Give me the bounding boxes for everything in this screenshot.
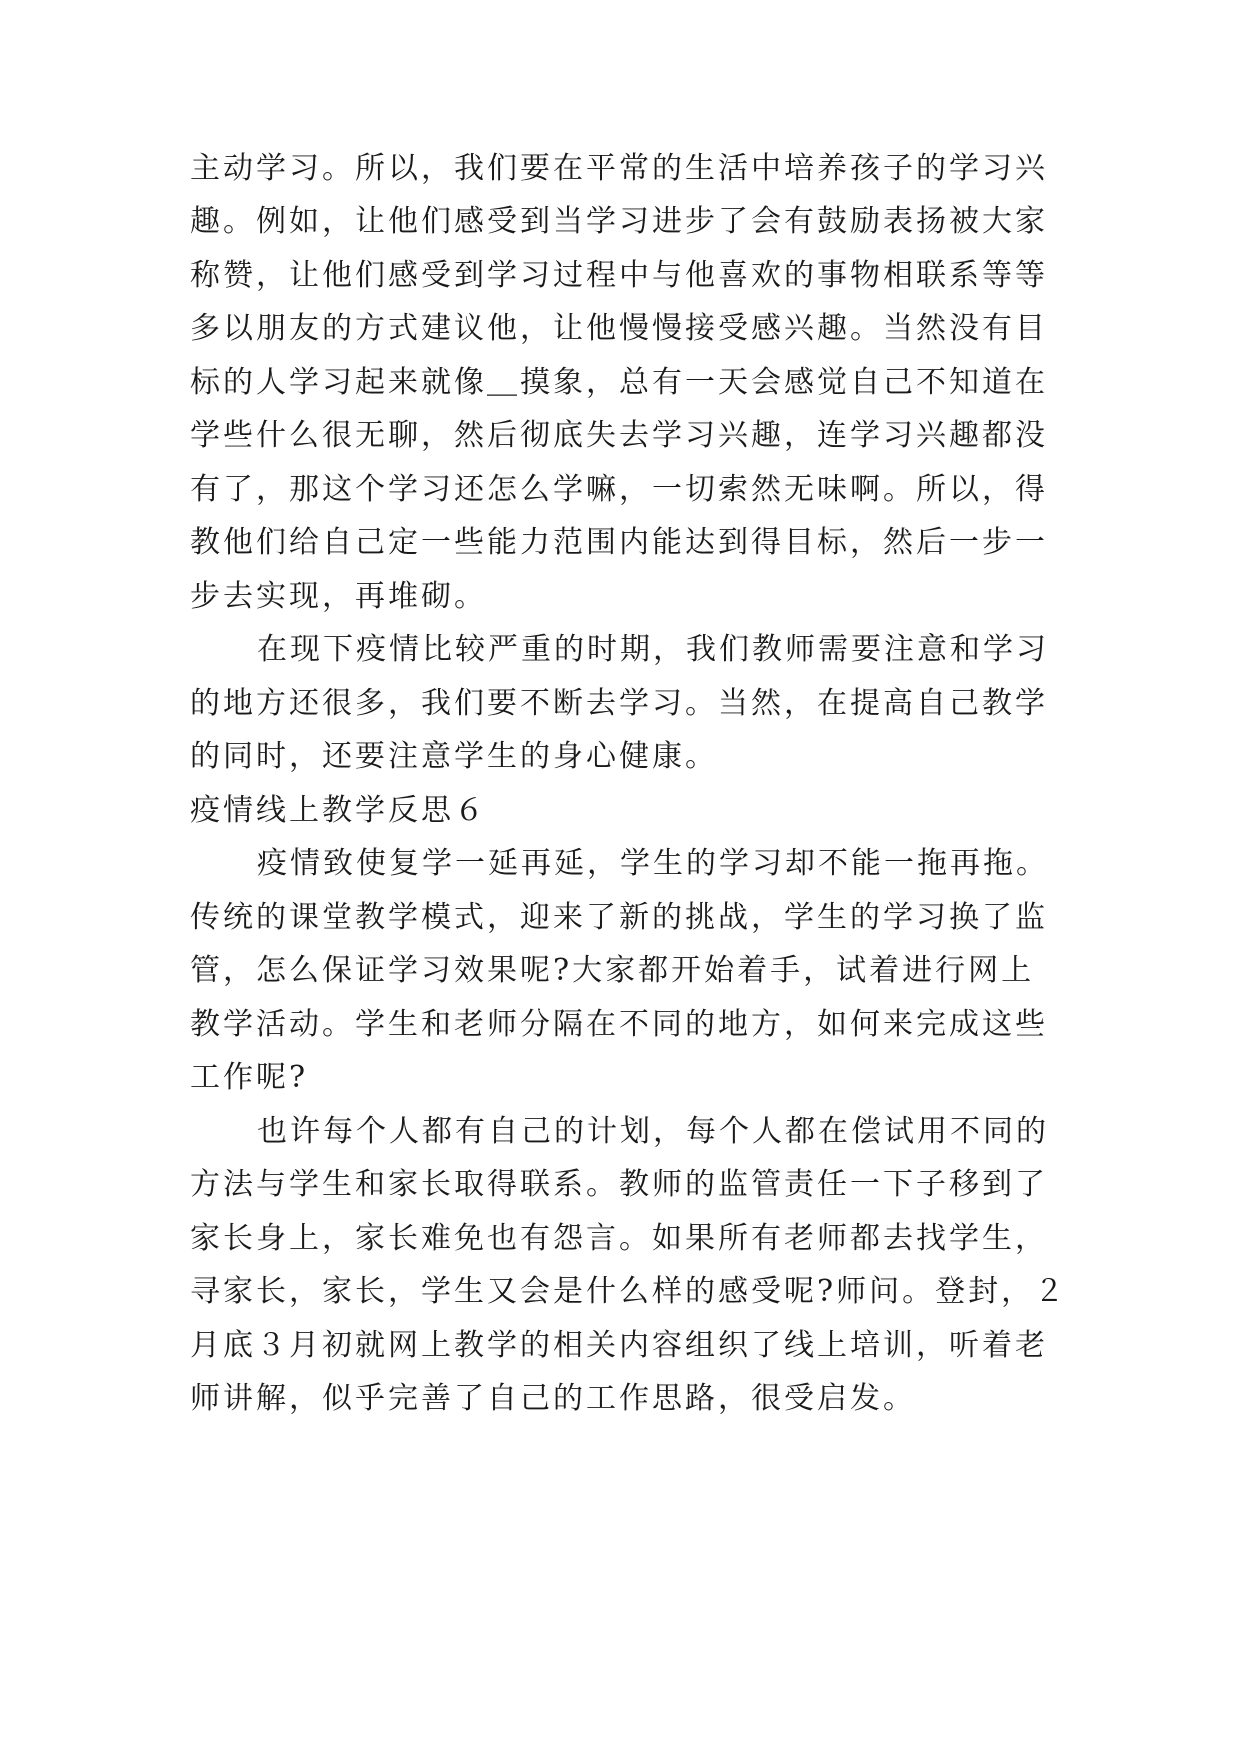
- text-line: 月底３月初就网上教学的相关内容组织了线上培训，听着老: [190, 1328, 1048, 1363]
- section-heading: 疫情线上教学反思６: [190, 793, 487, 828]
- text-line: 方法与学生和家长取得联系。教师的监管责任一下子移到了: [190, 1167, 1048, 1202]
- text-line: 家长身上，家长难免也有怨言。如果所有老师都去找学生，: [190, 1221, 1048, 1256]
- text-line: 标的人学习起来就像＿摸象，总有一天会感觉自己不知道在: [190, 365, 1048, 400]
- text-line: 管，怎么保证学习效果呢?大家都开始着手，试着进行网上: [190, 953, 1035, 988]
- text-line: 疫情致使复学一延再延，学生的学习却不能一拖再拖。: [257, 846, 1049, 881]
- text-line: 趣。例如，让他们感受到当学习进步了会有鼓励表扬被大家: [190, 204, 1048, 239]
- text-line: 寻家长，家长，学生又会是什么样的感受呢?师问。登封，２: [190, 1274, 1068, 1309]
- text-line: 教他们给自己定一些能力范围内能达到得目标，然后一步一: [190, 525, 1048, 560]
- text-line: 步去实现，再堆砌。: [190, 579, 487, 614]
- text-line: 多以朋友的方式建议他，让他慢慢接受感兴趣。当然没有目: [190, 311, 1048, 346]
- text-line: 也许每个人都有自己的计划，每个人都在偿试用不同的: [257, 1114, 1049, 1149]
- text-line: 学些什么很无聊，然后彻底失去学习兴趣，连学习兴趣都没: [190, 418, 1048, 453]
- text-line: 有了，那这个学习还怎么学嘛，一切索然无味啊。所以，得: [190, 472, 1048, 507]
- text-line: 教学活动。学生和老师分隔在不同的地方，如何来完成这些: [190, 1007, 1048, 1042]
- text-line: 工作呢?: [190, 1060, 309, 1095]
- text-line: 的同时，还要注意学生的身心健康。: [190, 739, 718, 774]
- text-line: 主动学习。所以，我们要在平常的生活中培养孩子的学习兴: [190, 151, 1048, 186]
- text-line: 称赞，让他们感受到学习过程中与他喜欢的事物相联系等等: [190, 258, 1048, 293]
- text-line: 的地方还很多，我们要不断去学习。当然，在提高自己教学: [190, 686, 1048, 721]
- text-line: 在现下疫情比较严重的时期，我们教师需要注意和学习: [257, 632, 1049, 667]
- text-line: 传统的课堂教学模式，迎来了新的挑战，学生的学习换了监: [190, 900, 1048, 935]
- text-line: 师讲解，似乎完善了自己的工作思路，很受启发。: [190, 1381, 916, 1416]
